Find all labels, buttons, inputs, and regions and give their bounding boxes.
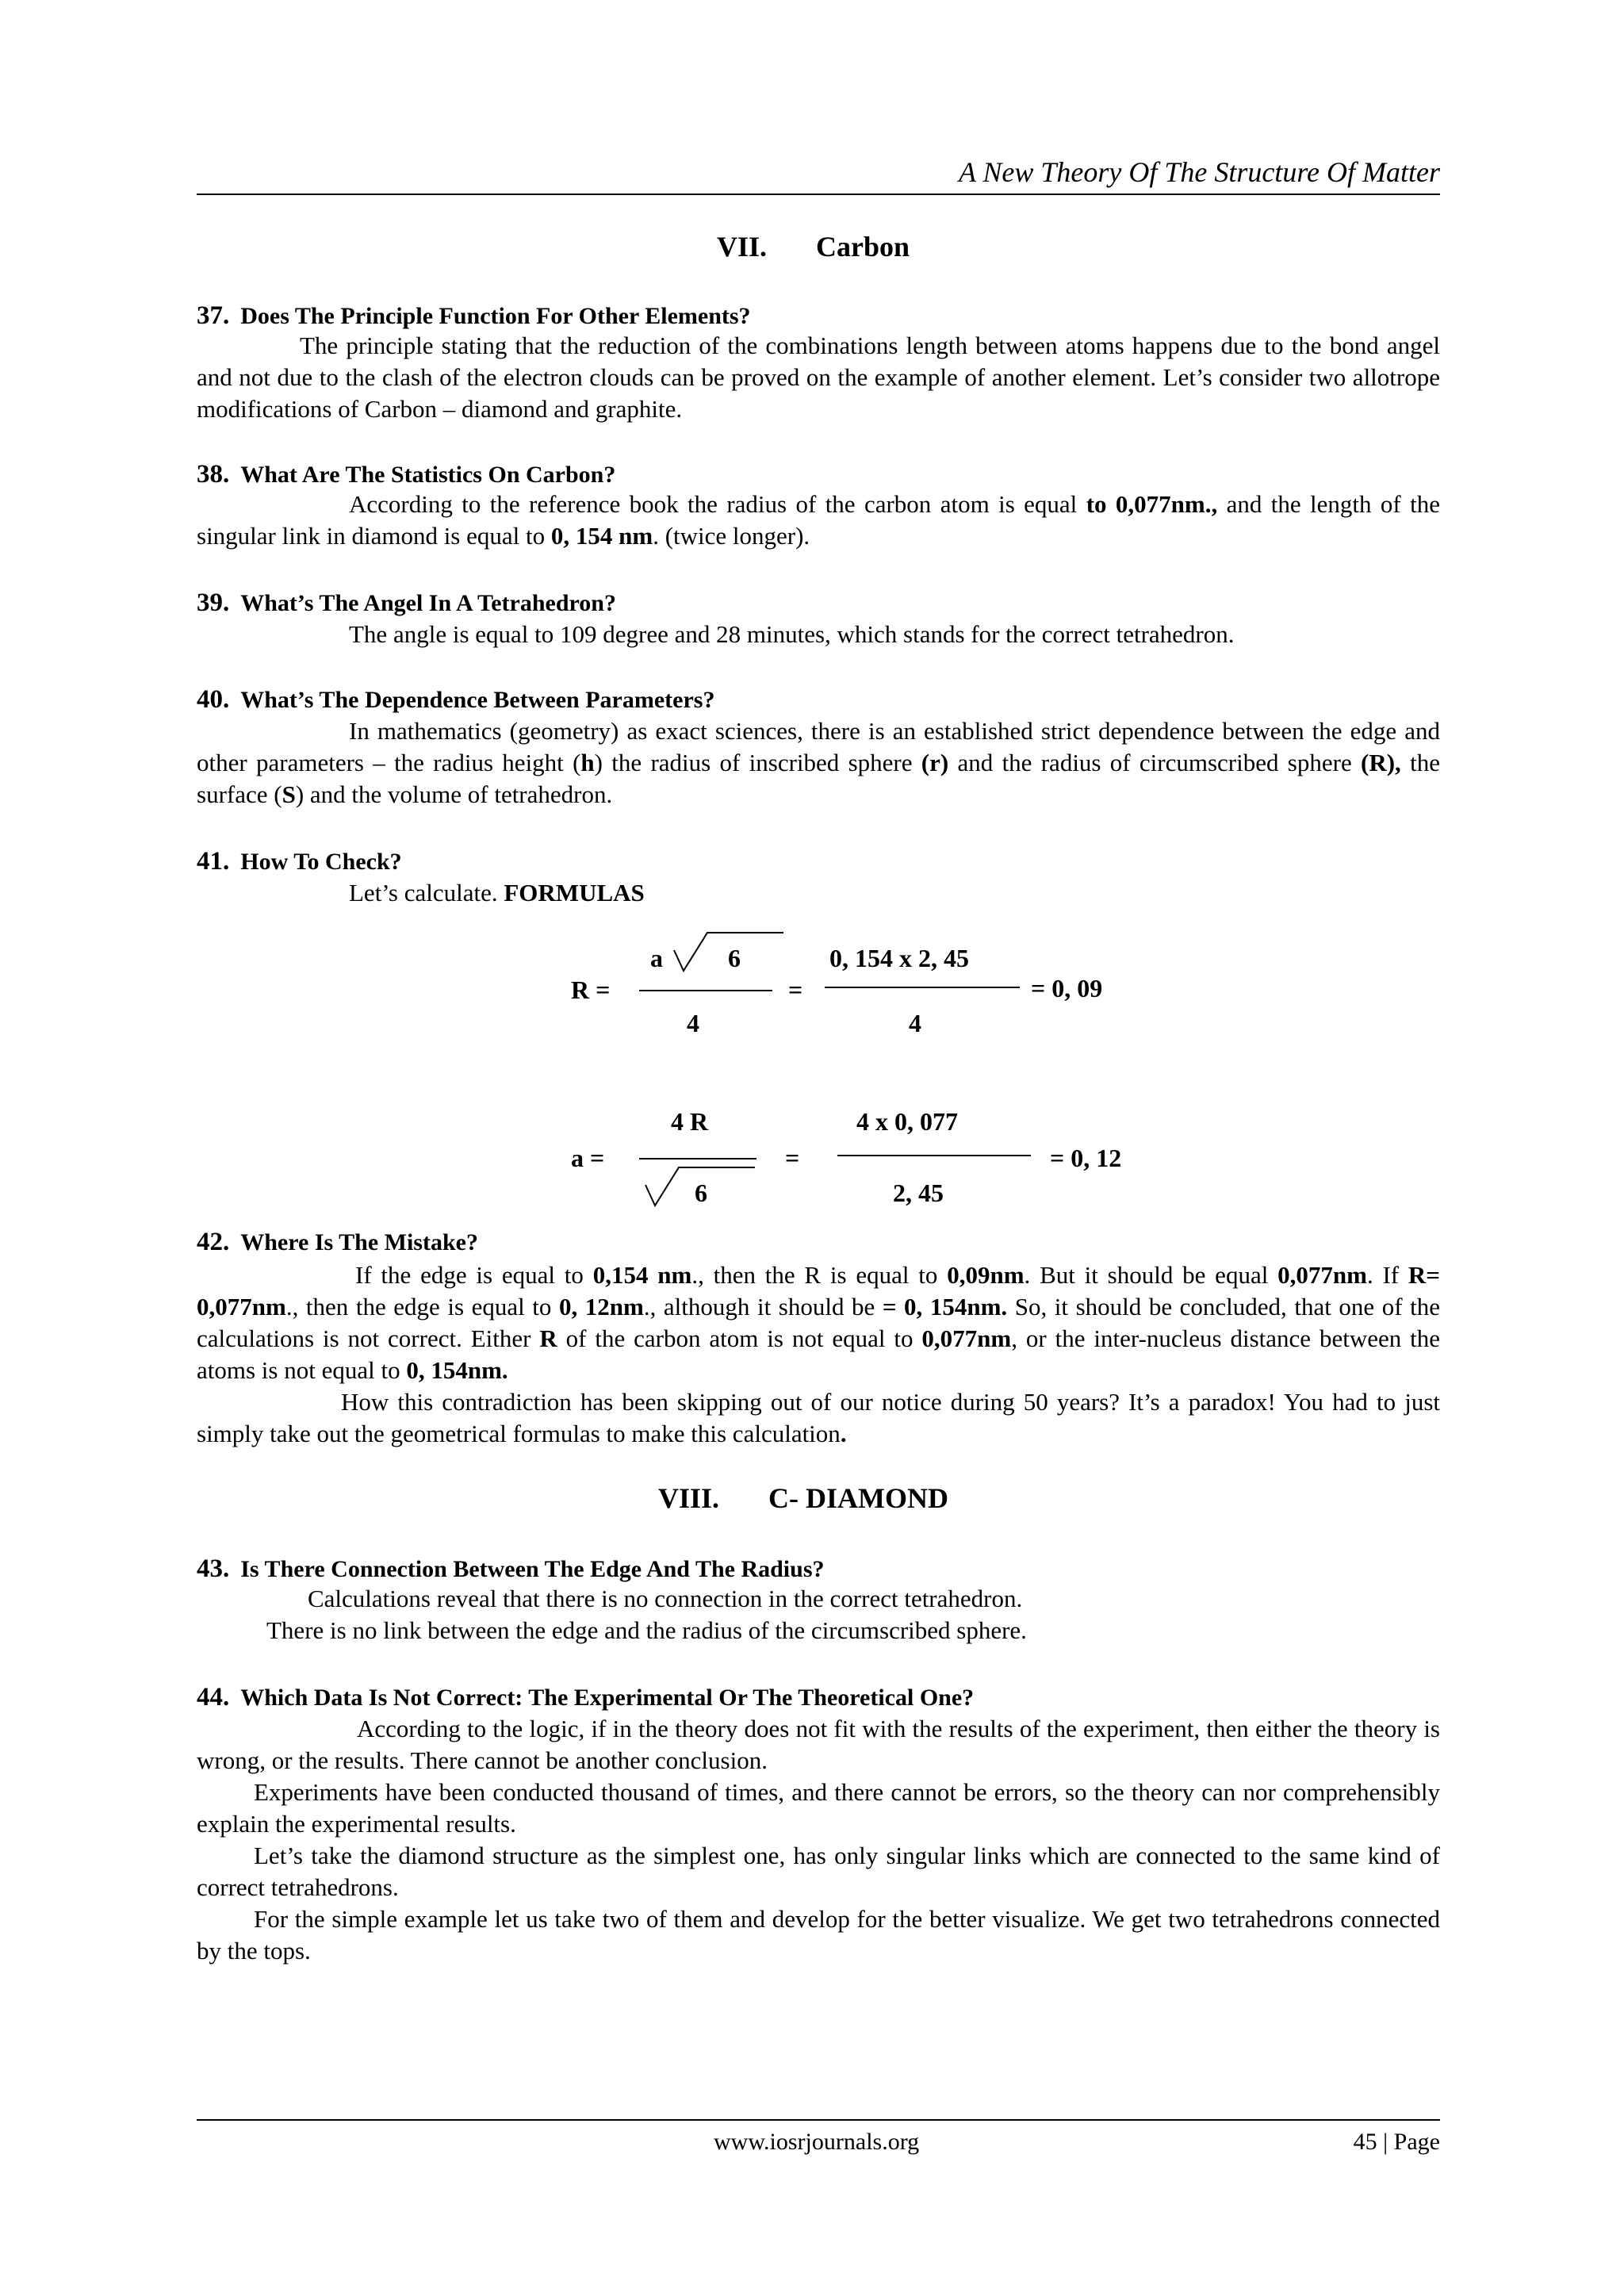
bold-run: FORMULAS bbox=[504, 879, 645, 907]
question-40-heading bbox=[197, 685, 714, 715]
formula-lhs: R = bbox=[571, 976, 611, 1004]
text-run: ., then the edge is equal to bbox=[285, 1293, 559, 1320]
formula-equals: = bbox=[788, 976, 803, 1004]
bold-run: 0,09nm bbox=[947, 1261, 1025, 1289]
text-run: Let’s calculate. bbox=[349, 879, 504, 907]
text-run: If the edge is equal to bbox=[355, 1261, 593, 1289]
question-38-heading bbox=[197, 460, 615, 489]
question-42-paragraph-2 bbox=[197, 1386, 1440, 1450]
formula-numerator: 4 R bbox=[671, 1107, 709, 1136]
footer-rule bbox=[197, 2119, 1440, 2121]
text-run: of the carbon atom is not equal to bbox=[557, 1324, 922, 1352]
bold-run: to 0,077nm., bbox=[1086, 490, 1218, 518]
text-run: ) and the volume of tetrahedron. bbox=[295, 780, 613, 808]
question-44-heading bbox=[197, 1683, 974, 1712]
question-40-body bbox=[197, 715, 1440, 811]
bold-run: 0,077nm bbox=[921, 1324, 1012, 1352]
section-heading-viii bbox=[658, 1481, 948, 1515]
formula-denominator-values: 2, 45 bbox=[893, 1179, 944, 1207]
question-number: 43. bbox=[197, 1554, 230, 1583]
question-title: Is There Connection Between The Edge And The Radius? bbox=[240, 1556, 825, 1582]
section-heading-vii bbox=[717, 230, 910, 263]
formula-numerator-symbol: a bbox=[650, 944, 663, 972]
question-number: 37. bbox=[197, 301, 230, 330]
text-run: So, it should be concluded, that one of the calculations is not correct. Either bbox=[197, 1293, 1440, 1352]
page-number: 45 | Page bbox=[1353, 2129, 1440, 2155]
question-41-intro bbox=[349, 879, 645, 907]
question-41-heading bbox=[197, 847, 402, 876]
running-header: A New Theory Of The Structure Of Matter bbox=[959, 156, 1440, 188]
fraction-bar bbox=[837, 1155, 1031, 1156]
text-run: How this contradiction has been skipping out of our notice during 50 years? It’s a paradox! You had to just simply take out the geometrical formulas to make this calculation bbox=[197, 1388, 1440, 1447]
bold-run: 0, 154 nm bbox=[550, 522, 653, 550]
question-title: What Are The Statistics On Carbon? bbox=[240, 462, 616, 488]
question-title: How To Check? bbox=[240, 849, 402, 875]
question-title: What’s The Dependence Between Parameters? bbox=[240, 687, 715, 713]
fraction-bar bbox=[825, 987, 1020, 988]
text-run: According to the reference book the radius of the carbon atom is equal bbox=[349, 490, 1086, 518]
question-title: What’s The Angel In A Tetrahedron? bbox=[240, 590, 616, 616]
question-43-line-1: Calculations reveal that there is no connection in the correct tetrahedron. bbox=[308, 1585, 1023, 1612]
bold-run: S bbox=[282, 780, 296, 808]
text-run: . (twice longer). bbox=[653, 522, 810, 550]
text-run: , or the inter-nucleus distance between the atoms is not equal to bbox=[197, 1324, 1441, 1384]
question-title: Does The Principle Function For Other Elements? bbox=[240, 303, 751, 329]
text-run: the surface ( bbox=[197, 749, 1440, 808]
text-run: and the length of the singular link in diamond is equal to bbox=[197, 490, 1440, 550]
fraction-bar bbox=[639, 990, 772, 991]
bold-run: . bbox=[840, 1420, 847, 1447]
text-run: . But it should be equal bbox=[1024, 1261, 1278, 1289]
text-run: ) the radius of inscribed sphere bbox=[594, 749, 921, 776]
section-number: VII. bbox=[717, 231, 768, 263]
question-37-heading bbox=[197, 301, 751, 331]
question-44-paragraph-3: Let’s take the diamond structure as the simplest one, has only singular links which are connected to the same kind of correct tetrahedrons. bbox=[197, 1842, 1440, 1901]
bold-run: (r) bbox=[921, 749, 949, 776]
section-title: Carbon bbox=[816, 231, 910, 263]
formula-lhs: a = bbox=[571, 1144, 605, 1172]
bold-run: 0,077nm bbox=[1277, 1261, 1367, 1289]
bold-run: (R), bbox=[1361, 749, 1401, 776]
question-number: 42. bbox=[197, 1228, 230, 1256]
formula-radicand: 6 bbox=[695, 1179, 707, 1207]
text-run: ., then the R is equal to bbox=[691, 1261, 948, 1289]
formula-radicand: 6 bbox=[728, 944, 741, 972]
formula-numerator-values: 0, 154 x 2, 45 bbox=[829, 944, 969, 972]
question-44-paragraph-4: For the simple example let us take two of them and develop for the better visualize. We get two tetrahedrons connected by the tops. bbox=[197, 1905, 1440, 1964]
formula-numerator-values: 4 x 0, 077 bbox=[856, 1107, 958, 1136]
text-run: ., although it should be bbox=[643, 1293, 883, 1320]
formula-equals: = bbox=[785, 1144, 800, 1172]
question-42-heading bbox=[197, 1228, 478, 1257]
bold-run: = 0, 154nm. bbox=[882, 1293, 1008, 1320]
bold-run: R= 0,077nm bbox=[197, 1261, 1440, 1320]
question-number: 38. bbox=[197, 460, 230, 489]
question-43-heading bbox=[197, 1554, 825, 1584]
formula-denominator-values: 4 bbox=[909, 1009, 921, 1037]
question-39-body: The angle is equal to 109 degree and 28 minutes, which stands for the correct tetrahedron. bbox=[349, 620, 1235, 648]
formula-denominator: 4 bbox=[687, 1009, 699, 1037]
bold-run: 0, 12nm bbox=[558, 1293, 644, 1320]
section-number: VIII. bbox=[658, 1482, 720, 1514]
question-number: 41. bbox=[197, 847, 230, 876]
bold-run: R bbox=[539, 1324, 557, 1352]
question-39-heading bbox=[197, 588, 616, 618]
text-run: . If bbox=[1366, 1261, 1408, 1289]
section-title: C- DIAMOND bbox=[768, 1482, 948, 1514]
bold-run: 0,154 nm bbox=[592, 1261, 692, 1289]
question-42-paragraph-1 bbox=[197, 1259, 1440, 1386]
header-rule bbox=[197, 194, 1440, 195]
text-run: and the radius of circumscribed sphere bbox=[948, 749, 1362, 776]
question-number: 40. bbox=[197, 685, 230, 714]
question-43-line-2: There is no link between the edge and the radius of the circumscribed sphere. bbox=[266, 1616, 1027, 1644]
bold-run: h bbox=[580, 749, 595, 776]
question-44-paragraph-1: According to the logic, if in the theory does not fit with the results of the experiment, then either the theory is wrong, or the results. There cannot be another conclusion. bbox=[197, 1715, 1440, 1774]
footer-url[interactable]: www.iosrjournals.org bbox=[714, 2129, 920, 2155]
question-37-body: The principle stating that the reduction of the combinations length between atoms happens due to the bond angel and not due to the clash of the electron clouds can be proved on the example of another element. Let’s consider two allotrope modifications of Carbon – diamond and graphite. bbox=[197, 332, 1440, 423]
question-title: Where Is The Mistake? bbox=[240, 1229, 478, 1255]
question-number: 44. bbox=[197, 1683, 230, 1711]
text-run: In mathematics (geometry) as exact sciences, there is an established strict dependence between the edge and other parameters – the radius height ( bbox=[197, 717, 1440, 776]
question-title: Which Data Is Not Correct: The Experimental Or The Theoretical One? bbox=[240, 1685, 975, 1711]
question-44-paragraph-2: Experiments have been conducted thousand of times, and there cannot be errors, so the theory can nor comprehensibly explain the experimental results. bbox=[197, 1778, 1440, 1838]
formula-result: = 0, 12 bbox=[1050, 1144, 1122, 1172]
bold-run: 0, 154nm. bbox=[406, 1356, 508, 1384]
formula-result: = 0, 09 bbox=[1031, 974, 1103, 1002]
question-38-body bbox=[197, 489, 1440, 552]
question-number: 39. bbox=[197, 588, 230, 617]
fraction-bar bbox=[639, 1158, 756, 1159]
